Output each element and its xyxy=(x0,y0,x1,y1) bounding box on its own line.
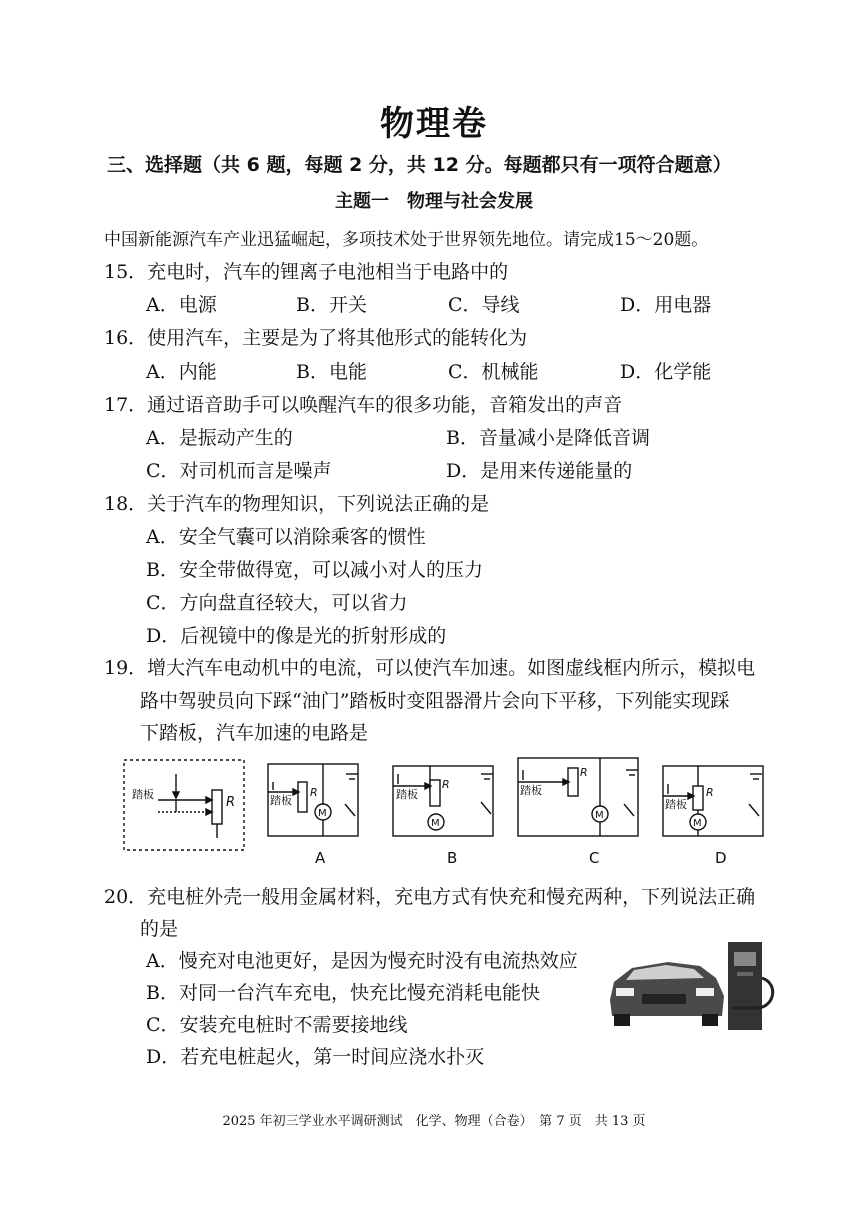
question-17-option-d: D．是用来传递能量的 xyxy=(446,460,633,482)
motor-label-b: M xyxy=(431,818,440,829)
circuit-c xyxy=(518,758,638,836)
fig-label-b: B xyxy=(447,849,458,867)
question-19-line2: 路中驾驶员向下踩“油门”踏板时变阻器滑片会向下平移，下列能实现踩 xyxy=(140,690,730,712)
fig-label-a: A xyxy=(315,849,326,867)
pedal-label-d: 踏板 xyxy=(665,798,687,811)
question-18-option-c: C．方向盘直径较大，可以省力 xyxy=(146,592,408,614)
pedal-label-ref: 踏板 xyxy=(132,788,154,801)
question-16-option-a: A．内能 xyxy=(146,361,217,383)
resistor-label-b: R xyxy=(442,778,450,791)
question-15-option-d: D．用电器 xyxy=(620,294,712,316)
question-15-stem: 15．充电时，汽车的锂离子电池相当于电路中的 xyxy=(104,261,509,283)
question-15-option-b: B．开关 xyxy=(296,294,367,316)
car-charging-illustration xyxy=(604,938,780,1034)
pedal-label-a: 踏板 xyxy=(270,794,292,807)
question-20-option-b: B．对同一台汽车充电，快充比慢充消耗电能快 xyxy=(146,982,540,1004)
question-15-option-c: C．导线 xyxy=(448,294,520,316)
question-20-line1: 20．充电桩外壳一般用金属材料，充电方式有快充和慢充两种，下列说法正确 xyxy=(104,886,756,908)
circuit-figures xyxy=(118,752,768,870)
question-19-line3: 下踏板，汽车加速的电路是 xyxy=(140,722,369,744)
question-17-option-a: A．是振动产生的 xyxy=(146,427,293,449)
intro-text: 中国新能源汽车产业迅猛崛起，多项技术处于世界领先地位。请完成15～20题。 xyxy=(104,230,709,250)
resistor-label-a: R xyxy=(310,786,318,799)
question-16-stem: 16．使用汽车，主要是为了将其他形式的能转化为 xyxy=(104,327,528,349)
question-16-option-b: B．电能 xyxy=(296,361,367,383)
pedal-label-b: 踏板 xyxy=(396,788,418,801)
question-15-option-a: A．电源 xyxy=(146,294,217,316)
question-17-option-b: B．音量减小是降低音调 xyxy=(446,427,650,449)
fig-label-d: D xyxy=(715,849,727,867)
fig-label-c: C xyxy=(589,849,600,867)
question-19-line1: 19．增大汽车电动机中的电流，可以使汽车加速。如图虚线框内所示，模拟电 xyxy=(104,657,756,679)
motor-label-d: M xyxy=(693,818,702,829)
pedal-label-c: 踏板 xyxy=(520,784,542,797)
motor-label-a: M xyxy=(318,808,327,819)
question-18-option-d: D．后视镜中的像是光的折射形成的 xyxy=(146,625,447,647)
question-17-stem: 17．通过语音助手可以唤醒汽车的很多功能，音箱发出的声音 xyxy=(104,394,623,416)
question-20-option-d: D．若充电桩起火，第一时间应浇水扑灭 xyxy=(146,1046,485,1068)
question-20-option-a: A．慢充对电池更好，是因为慢充时没有电流热效应 xyxy=(146,950,578,972)
circuit-b xyxy=(393,766,493,836)
car xyxy=(610,962,724,1026)
resistor-label-d: R xyxy=(706,786,714,799)
page-footer: 2025 年初三学业水平调研测试 化学、物理（合卷） 第 7 页 共 13 页 xyxy=(222,1114,646,1129)
resistor-label-ref: R xyxy=(226,795,236,810)
motor-label-c: M xyxy=(595,810,604,821)
question-18-option-a: A．安全气囊可以消除乘客的惯性 xyxy=(146,526,426,548)
section-header: 三、选择题（共 6 题，每题 2 分，共 12 分。每题都只有一项符合题意） xyxy=(107,154,732,176)
question-18-option-b: B．安全带做得宽，可以减小对人的压力 xyxy=(146,559,483,581)
question-20-line2: 的是 xyxy=(140,918,179,940)
resistor-label-c: R xyxy=(580,766,588,779)
question-16-option-c: C．机械能 xyxy=(448,361,539,383)
page-title: 物理卷 xyxy=(380,104,488,144)
topic-heading: 主题一 物理与社会发展 xyxy=(335,191,533,212)
question-16-option-d: D．化学能 xyxy=(620,361,712,383)
question-17-option-c: C．对司机而言是噪声 xyxy=(146,460,332,482)
question-20-option-c: C．安装充电桩时不需要接地线 xyxy=(146,1014,408,1036)
question-18-stem: 18．关于汽车的物理知识，下列说法正确的是 xyxy=(104,493,490,515)
